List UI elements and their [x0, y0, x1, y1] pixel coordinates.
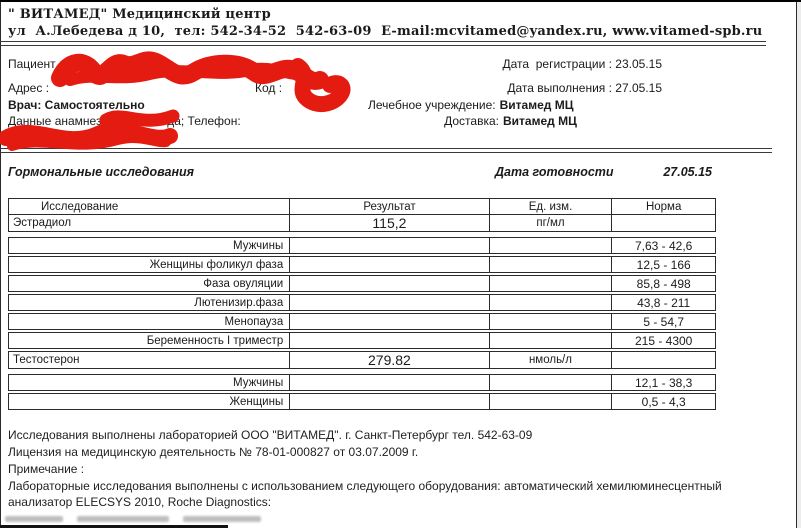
table-header-row — [8, 198, 716, 215]
result-value — [290, 333, 489, 348]
code-label: Код : — [255, 81, 283, 95]
clinic-contact-line: ул А.Лебедева д 10, тел: 542-34-52 542-63-09 E-mail:mcvitamed@yandex.ru, www.vitamed-spb.ru — [8, 24, 763, 39]
unit-value: пг/мл — [490, 215, 613, 231]
table-row — [8, 214, 716, 232]
patient-name-redaction — [60, 60, 320, 81]
page-right-margin — [797, 2, 801, 528]
result-value: 279.82 — [290, 352, 489, 368]
patient-name-redaction-2 — [70, 69, 305, 80]
table-row — [8, 294, 716, 311]
test-name: Менопауза — [9, 314, 290, 329]
smudge-bar — [5, 516, 63, 522]
footer-equipment-line1: Лабораторные исследования выполнены с использованием следующего оборудования: автоматический хемилюминесцентный — [8, 479, 722, 493]
header-divider — [0, 41, 766, 46]
norm-value — [612, 352, 715, 368]
anamnesis-value: 34 года; Телефон: — [140, 114, 241, 128]
table-row — [8, 313, 716, 330]
page-left-border — [0, 2, 1, 528]
ready-date-label: Дата готовности — [495, 165, 614, 179]
institution-value: Витамед МЦ — [499, 98, 574, 112]
test-name: Эстрадиол — [9, 215, 290, 231]
column-header-test: Исследование — [9, 199, 290, 214]
footer-note-label: Примечание : — [8, 462, 85, 476]
footer-license-line: Лицензия на медицинскую деятельность № 78-01-000827 от 03.07.2009 г. — [8, 445, 419, 459]
execution-date: Дата выполнения : 27.05.15 — [507, 81, 662, 95]
results-table — [8, 198, 716, 410]
result-value — [290, 257, 489, 272]
test-name: Мужчины — [9, 238, 290, 253]
unit-value — [490, 295, 613, 310]
table-row — [8, 237, 716, 254]
unit-value — [490, 333, 613, 348]
test-name: Женщины фоликул фаза — [9, 257, 290, 272]
norm-value: 0,5 - 4,3 — [641, 394, 686, 409]
unit-value — [490, 394, 613, 409]
table-row — [8, 275, 716, 292]
table-row — [8, 374, 716, 391]
delivery-label: Доставка: — [444, 114, 499, 128]
test-name: Лютенизир.фаза — [9, 295, 290, 310]
result-value — [290, 295, 489, 310]
ready-date-value: 27.05.15 — [663, 165, 712, 179]
norm-value: 5 - 54,7 — [643, 314, 685, 329]
table-row — [8, 351, 716, 369]
patient-label: Пациент : — [8, 57, 63, 71]
test-name: Беременность I триместр — [9, 333, 290, 348]
table-row — [8, 393, 716, 410]
footer-equipment-line2: анализатор ELECSYS 2010, Roche Diagnostics: — [8, 495, 272, 509]
unit-value — [490, 276, 613, 291]
unit-value: нмоль/л — [490, 352, 613, 368]
institution-label: Лечебное учреждение: — [368, 98, 496, 112]
section-divider — [0, 148, 772, 153]
address-label: Адрес : — [8, 81, 50, 95]
norm-value: 43,8 - 211 — [637, 295, 691, 310]
norm-value: 7,63 - 42,6 — [634, 238, 693, 253]
test-name: Фаза овуляции — [9, 276, 290, 291]
phone-line-redaction-2 — [12, 138, 166, 146]
unit-value — [490, 375, 613, 390]
phone-line-redaction — [6, 130, 170, 139]
result-value — [290, 394, 489, 409]
unit-value — [490, 314, 613, 329]
section-title: Гормональные исследования — [8, 165, 195, 179]
smudge-bar — [77, 516, 169, 522]
code-redaction — [298, 66, 343, 104]
results-table-body — [8, 214, 716, 410]
column-header-result: Результат — [290, 199, 489, 214]
result-value — [290, 375, 489, 390]
clinic-name: " ВИТАМЕД" Медицинский центр — [8, 7, 271, 22]
norm-value: 12,1 - 38,3 — [634, 375, 693, 390]
unit-value — [490, 257, 613, 272]
table-row — [8, 332, 716, 349]
delivery-value: Витамед МЦ — [503, 114, 577, 128]
norm-value: 12,5 - 166 — [636, 257, 691, 272]
test-name: Тестостерон — [9, 352, 290, 368]
result-value — [290, 238, 489, 253]
cutoff-text-smudge — [5, 516, 261, 522]
unit-value — [490, 238, 613, 253]
footer-lab-line: Исследования выполнены лабораторией ООО "ВИТАМЕД". г. Санкт-Петербург тел. 542-63-09 — [8, 428, 533, 442]
result-value — [290, 276, 489, 291]
norm-value: 85,8 - 498 — [636, 276, 691, 291]
smudge-bar — [183, 516, 261, 522]
anamnesis-label: Данные анамнеза: — [8, 114, 112, 128]
test-name: Женщины — [9, 394, 290, 409]
registration-date: Дата регистрации : 23.05.15 — [502, 57, 662, 71]
result-value: 115,2 — [290, 215, 489, 231]
doctor-line: Врач: Самостоятельно — [8, 98, 145, 112]
norm-value: 215 - 4300 — [634, 333, 693, 348]
column-header-unit: Ед. изм. — [490, 199, 613, 214]
institution-line — [368, 98, 574, 112]
norm-value — [612, 215, 715, 231]
column-header-norm: Норма — [645, 200, 682, 213]
table-row — [8, 256, 716, 273]
test-name: Мужчины — [9, 375, 290, 390]
result-value — [290, 314, 489, 329]
